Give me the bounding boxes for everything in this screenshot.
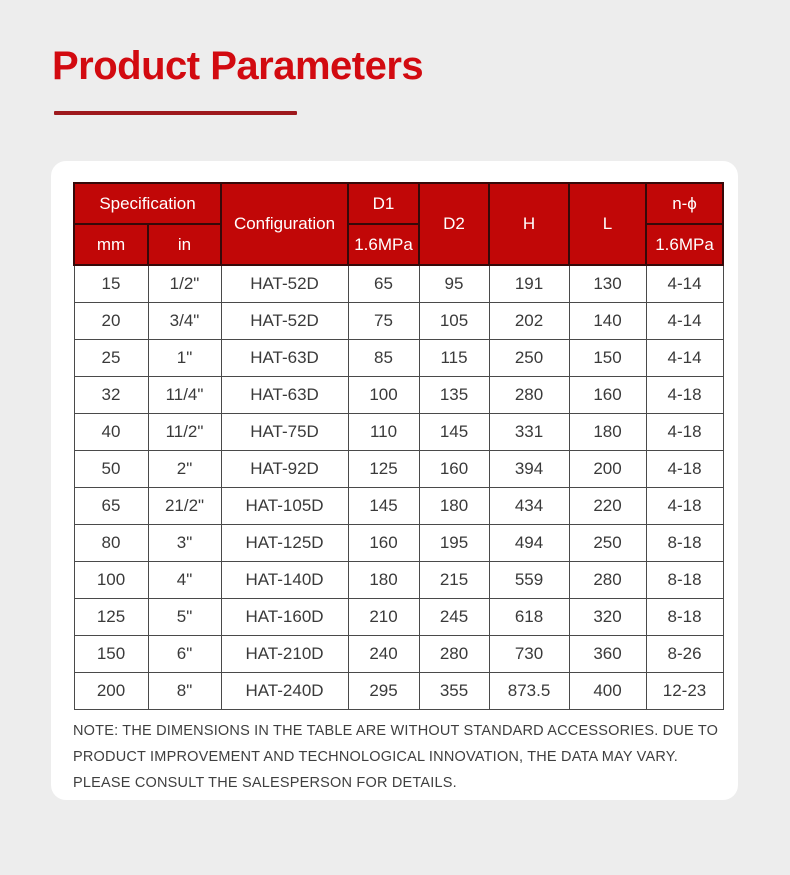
table-cell: 6" [148, 635, 221, 672]
table-cell: 210 [348, 598, 419, 635]
table-cell: 160 [569, 376, 646, 413]
table-cell: 4-18 [646, 376, 723, 413]
table-cell: HAT-210D [221, 635, 348, 672]
table-cell: 180 [569, 413, 646, 450]
table-cell: 4-18 [646, 450, 723, 487]
table-cell: 200 [569, 450, 646, 487]
table-body [74, 265, 723, 709]
table-cell: 105 [419, 302, 489, 339]
page-title: Product Parameters [52, 44, 424, 88]
table-cell: 4-14 [646, 302, 723, 339]
table-cell: 75 [348, 302, 419, 339]
table-cell: 145 [348, 487, 419, 524]
table-cell: 202 [489, 302, 569, 339]
header-l: L [569, 183, 646, 265]
table-cell: 50 [74, 450, 148, 487]
table-cell: HAT-240D [221, 672, 348, 709]
table-cell: 11/2" [148, 413, 221, 450]
table-cell: 130 [569, 265, 646, 302]
table-cell: HAT-160D [221, 598, 348, 635]
table-cell: 320 [569, 598, 646, 635]
table-cell: 65 [74, 487, 148, 524]
table-cell: 15 [74, 265, 148, 302]
header-mm: mm [74, 224, 148, 265]
table-cell: 160 [348, 524, 419, 561]
table-cell: HAT-92D [221, 450, 348, 487]
table-cell: 135 [419, 376, 489, 413]
header-n-phi-pressure: 1.6MPa [646, 224, 723, 265]
table-row [74, 561, 723, 598]
header-d2: D2 [419, 183, 489, 265]
table-cell: HAT-52D [221, 265, 348, 302]
table-cell: 8" [148, 672, 221, 709]
title-underline [54, 111, 297, 115]
table-cell: 360 [569, 635, 646, 672]
table-cell: 215 [419, 561, 489, 598]
table-cell: 245 [419, 598, 489, 635]
table-cell: 355 [419, 672, 489, 709]
table-cell: 250 [489, 339, 569, 376]
table-cell: 160 [419, 450, 489, 487]
table-cell: 100 [74, 561, 148, 598]
table-cell: HAT-63D [221, 339, 348, 376]
table-cell: 4-14 [646, 265, 723, 302]
table-cell: 125 [74, 598, 148, 635]
table-cell: 3/4" [148, 302, 221, 339]
table-cell: 95 [419, 265, 489, 302]
table-cell: 125 [348, 450, 419, 487]
table-cell: 8-26 [646, 635, 723, 672]
table-cell: 295 [348, 672, 419, 709]
spec-table-card [51, 161, 738, 800]
table-cell: 110 [348, 413, 419, 450]
table-cell: HAT-52D [221, 302, 348, 339]
footnote: NOTE: THE DIMENSIONS IN THE TABLE ARE WITHOUT STANDARD ACCESSORIES. DUE TO PRODUCT IMPROVEMENT AND TECHNOLOGICAL INNOVATION, THE DATA MAY VARY. PLEASE CONSULT THE SALESPERSON FOR DETAILS. [73, 723, 719, 791]
table-cell: 8-18 [646, 561, 723, 598]
table-cell: 11/4" [148, 376, 221, 413]
table-row [74, 265, 723, 302]
table-row [74, 302, 723, 339]
table-cell: 40 [74, 413, 148, 450]
table-cell: HAT-140D [221, 561, 348, 598]
table-cell: HAT-63D [221, 376, 348, 413]
table-cell: 145 [419, 413, 489, 450]
table-cell: HAT-75D [221, 413, 348, 450]
table-cell: 494 [489, 524, 569, 561]
header-h: H [489, 183, 569, 265]
table-cell: 80 [74, 524, 148, 561]
table-cell: 434 [489, 487, 569, 524]
table-cell: 8-18 [646, 598, 723, 635]
table-cell: 3" [148, 524, 221, 561]
table-row [74, 376, 723, 413]
table-cell: 140 [569, 302, 646, 339]
table-cell: 25 [74, 339, 148, 376]
table-cell: 4" [148, 561, 221, 598]
table-cell: 280 [569, 561, 646, 598]
table-cell: 32 [74, 376, 148, 413]
table-cell: 150 [569, 339, 646, 376]
table-cell: 1/2" [148, 265, 221, 302]
spec-table-header [74, 183, 723, 265]
table-cell: 8-18 [646, 524, 723, 561]
table-cell: 150 [74, 635, 148, 672]
table-row [74, 524, 723, 561]
table-row [74, 635, 723, 672]
table-cell: 195 [419, 524, 489, 561]
header-specification: Specification [74, 183, 221, 224]
table-cell: 20 [74, 302, 148, 339]
header-d1: D1 [348, 183, 419, 224]
table-cell: 400 [569, 672, 646, 709]
table-cell: 4-14 [646, 339, 723, 376]
table-cell: 1" [148, 339, 221, 376]
header-n-phi: n-ϕ [646, 183, 723, 224]
header-in: in [148, 224, 221, 265]
table-cell: 65 [348, 265, 419, 302]
table-cell: 220 [569, 487, 646, 524]
table-cell: 250 [569, 524, 646, 561]
table-cell: 100 [348, 376, 419, 413]
table-cell: 280 [419, 635, 489, 672]
table-row [74, 487, 723, 524]
table-row [74, 672, 723, 709]
table-row [74, 413, 723, 450]
table-cell: 4-18 [646, 487, 723, 524]
table-cell: 200 [74, 672, 148, 709]
header-d1-pressure: 1.6MPa [348, 224, 419, 265]
table-cell: 2" [148, 450, 221, 487]
table-cell: 12-23 [646, 672, 723, 709]
table-cell: 280 [489, 376, 569, 413]
table-cell: 559 [489, 561, 569, 598]
table-row [74, 598, 723, 635]
table-row [74, 339, 723, 376]
spec-table [73, 182, 724, 710]
header-configuration: Configuration [221, 183, 348, 265]
table-row [74, 450, 723, 487]
table-cell: 180 [419, 487, 489, 524]
table-cell: HAT-125D [221, 524, 348, 561]
table-cell: 115 [419, 339, 489, 376]
table-cell: 191 [489, 265, 569, 302]
table-cell: 4-18 [646, 413, 723, 450]
table-cell: 730 [489, 635, 569, 672]
table-cell: HAT-105D [221, 487, 348, 524]
table-cell: 873.5 [489, 672, 569, 709]
table-cell: 21/2" [148, 487, 221, 524]
table-cell: 618 [489, 598, 569, 635]
table-cell: 5" [148, 598, 221, 635]
table-cell: 180 [348, 561, 419, 598]
table-cell: 394 [489, 450, 569, 487]
table-cell: 331 [489, 413, 569, 450]
table-cell: 240 [348, 635, 419, 672]
table-cell: 85 [348, 339, 419, 376]
